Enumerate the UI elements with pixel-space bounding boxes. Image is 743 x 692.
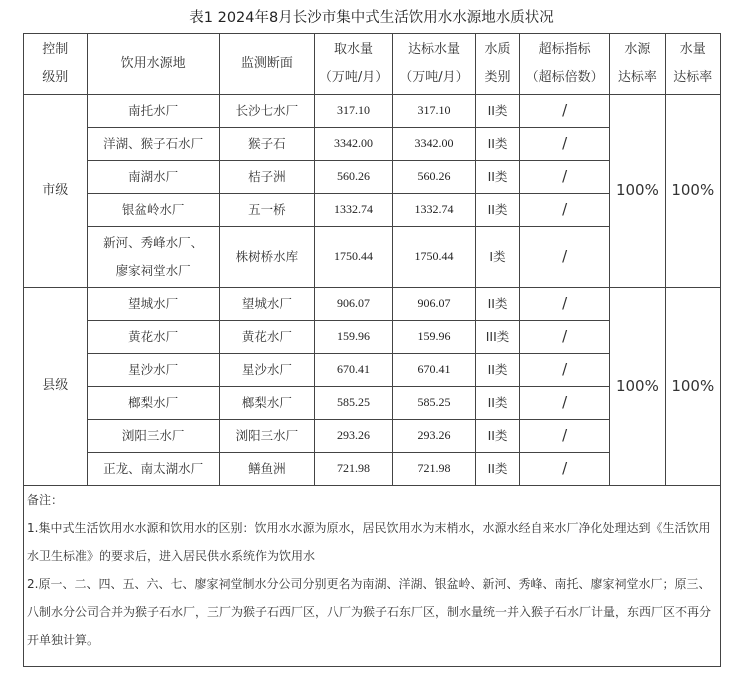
exceed-cell: / [520, 288, 610, 321]
exceed-cell: / [520, 387, 610, 420]
intake-cell: 670.41 [315, 354, 393, 387]
category-cell: II类 [475, 161, 519, 194]
note-line: 备注： [27, 493, 64, 507]
table-row [24, 95, 721, 128]
intake-cell: 585.25 [315, 387, 393, 420]
section-cell: 猴子石 [219, 128, 314, 161]
section-cell: 株树桥水库 [219, 227, 314, 288]
source-cell: 洋湖、猴子石水厂 [87, 128, 219, 161]
category-cell: II类 [475, 387, 519, 420]
source-cell: 新河、秀峰水厂、 廖家祠堂水厂 [87, 227, 219, 288]
source-cell: 南托水厂 [87, 95, 219, 128]
exceed-cell: / [520, 420, 610, 453]
intake-cell: 3342.00 [315, 128, 393, 161]
section-cell: 鳝鱼洲 [219, 453, 314, 486]
source-cell: 银盆岭水厂 [87, 194, 219, 227]
section-cell: 长沙七水厂 [219, 95, 314, 128]
level-cell: 县级 [24, 288, 88, 486]
exceed-cell: / [520, 321, 610, 354]
source-cell: 南湖水厂 [87, 161, 219, 194]
water-rate-cell: 100% [665, 288, 720, 486]
header-water-rate: 水量 达标率 [665, 34, 720, 95]
compliant-cell: 560.26 [392, 161, 475, 194]
intake-cell: 560.26 [315, 161, 393, 194]
exceed-cell: / [520, 354, 610, 387]
water-quality-table [23, 33, 721, 667]
header-intake: 取水量 （万吨/月） [315, 34, 393, 95]
category-cell: II类 [475, 288, 519, 321]
note-line: 八制水分公司合并为猴子石水厂，三厂为猴子石西厂区，八厂为猴子石东厂区，制水量统一并入猴子石水厂计量，东西厂区不再分 [27, 605, 712, 619]
exceed-cell: / [520, 95, 610, 128]
category-cell: II类 [475, 420, 519, 453]
source-cell: 榔梨水厂 [87, 387, 219, 420]
note-line: 开单独计算。 [27, 633, 100, 647]
exceed-cell: / [520, 128, 610, 161]
header-exceed: 超标指标 （超标倍数） [520, 34, 610, 95]
source-rate-cell: 100% [610, 288, 665, 486]
header-source: 饮用水源地 [87, 34, 219, 95]
section-cell: 浏阳三水厂 [219, 420, 314, 453]
category-cell: II类 [475, 128, 519, 161]
section-cell: 黄花水厂 [219, 321, 314, 354]
exceed-cell: / [520, 161, 610, 194]
header-compliant: 达标水量 （万吨/月） [392, 34, 475, 95]
exceed-cell: / [520, 194, 610, 227]
compliant-cell: 317.10 [392, 95, 475, 128]
header-row [24, 34, 721, 95]
intake-cell: 721.98 [315, 453, 393, 486]
category-cell: I类 [475, 227, 519, 288]
note-line: 2.原一、二、四、五、六、七、廖家祠堂制水分公司分别更名为南湖、洋湖、银盆岭、新河、秀峰、南托、廖家祠堂水厂；原三、 [27, 577, 711, 591]
category-cell: II类 [475, 354, 519, 387]
source-cell: 浏阳三水厂 [87, 420, 219, 453]
compliant-cell: 721.98 [392, 453, 475, 486]
source-cell: 黄花水厂 [87, 321, 219, 354]
section-cell: 榔梨水厂 [219, 387, 314, 420]
exceed-cell: / [520, 227, 610, 288]
table-title: 表1 2024年8月长沙市集中式生活饮用水水源地水质状况 [189, 10, 554, 26]
section-cell: 星沙水厂 [219, 354, 314, 387]
header-category: 水质 类别 [475, 34, 519, 95]
compliant-cell: 3342.00 [392, 128, 475, 161]
compliant-cell: 906.07 [392, 288, 475, 321]
intake-cell: 317.10 [315, 95, 393, 128]
source-cell: 望城水厂 [87, 288, 219, 321]
section-cell: 五一桥 [219, 194, 314, 227]
notes-cell [24, 486, 721, 667]
note-line: 1.集中式生活饮用水水源和饮用水的区别：饮用水水源为原水，居民饮用水为末梢水，水源水经自来水厂净化处理达到《生活饮用 [27, 521, 711, 535]
category-cell: II类 [475, 194, 519, 227]
section-cell: 桔子洲 [219, 161, 314, 194]
intake-cell: 1332.74 [315, 194, 393, 227]
header-level: 控制 级别 [24, 34, 88, 95]
section-cell: 望城水厂 [219, 288, 314, 321]
category-cell: II类 [475, 95, 519, 128]
category-cell: II类 [475, 453, 519, 486]
compliant-cell: 159.96 [392, 321, 475, 354]
intake-cell: 1750.44 [315, 227, 393, 288]
exceed-cell: / [520, 453, 610, 486]
compliant-cell: 670.41 [392, 354, 475, 387]
intake-cell: 159.96 [315, 321, 393, 354]
notes-row [24, 486, 721, 667]
source-cell: 正龙、南太湖水厂 [87, 453, 219, 486]
intake-cell: 293.26 [315, 420, 393, 453]
note-line: 水卫生标准》的要求后，进入居民供水系统作为饮用水 [27, 549, 316, 563]
compliant-cell: 1750.44 [392, 227, 475, 288]
compliant-cell: 293.26 [392, 420, 475, 453]
compliant-cell: 1332.74 [392, 194, 475, 227]
compliant-cell: 585.25 [392, 387, 475, 420]
header-source-rate: 水源 达标率 [610, 34, 665, 95]
water-rate-cell: 100% [665, 95, 720, 288]
intake-cell: 906.07 [315, 288, 393, 321]
header-section: 监测断面 [219, 34, 314, 95]
level-cell: 市级 [24, 95, 88, 288]
table-row [24, 288, 721, 321]
category-cell: III类 [475, 321, 519, 354]
source-cell: 星沙水厂 [87, 354, 219, 387]
source-rate-cell: 100% [610, 95, 665, 288]
